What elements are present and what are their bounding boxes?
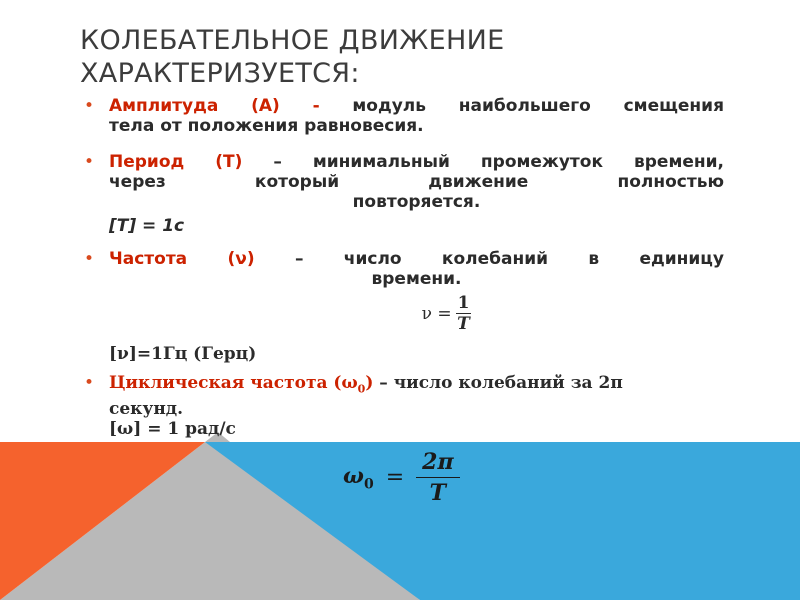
bullet-icon: • xyxy=(84,373,95,393)
period-term: Период (Т) xyxy=(109,152,243,172)
period-unit: [Т] = 1с xyxy=(109,216,185,236)
list-item-frequency xyxy=(84,249,724,364)
list-item-amplitude xyxy=(84,96,724,136)
slide-body xyxy=(84,96,724,439)
frequency-formula-fraction xyxy=(456,293,472,334)
formula-equals: = xyxy=(385,465,405,490)
frequency-definition-2: времени. xyxy=(371,269,462,289)
cyclic-term-subscript: 0 xyxy=(357,382,366,396)
formula-lhs-subscript: 0 xyxy=(363,476,374,493)
frequency-definition-1: – число колебаний в единицу xyxy=(254,249,724,269)
cyclic-term-end: ) xyxy=(365,373,374,393)
bullet-icon: • xyxy=(84,96,95,116)
frequency-formula-denominator: T xyxy=(457,314,470,334)
period-definition-3: повторяется. xyxy=(352,192,481,212)
frequency-formula-numerator: 1 xyxy=(457,293,470,313)
cyclic-definition-2: секунд. xyxy=(109,399,184,420)
formula-fraction xyxy=(416,449,459,506)
period-definition-2: через который движение полностью xyxy=(109,172,724,192)
bullet-icon: • xyxy=(84,249,95,269)
cyclic-definition-1: – число колебаний за 2π xyxy=(373,373,623,393)
frequency-line1 xyxy=(109,249,724,269)
slide-title: КОЛЕБАТЕЛЬНОЕ ДВИЖЕНИЕ ХАРАКТЕРИЗУЕТСЯ: xyxy=(80,25,505,89)
formula-lhs xyxy=(343,463,374,492)
frequency-term: Частота (ν) xyxy=(109,249,255,269)
cyclic-line1 xyxy=(109,373,724,399)
amplitude-definition-2: тела от положения равновесия. xyxy=(109,116,424,136)
cyclic-unit: [ω] = 1 рад/с xyxy=(109,419,236,440)
period-line1 xyxy=(109,152,724,172)
formula-numerator: 2π xyxy=(416,449,459,478)
list-item-period xyxy=(84,152,724,236)
formula-denominator: T xyxy=(429,480,447,506)
amplitude-term: Амплитуда (А) - xyxy=(109,96,320,116)
cyclic-term-text: Циклическая частота (ω xyxy=(109,373,358,393)
period-definition-1: – минимальный промежуток времени, xyxy=(242,152,724,172)
bullet-icon: • xyxy=(84,152,95,172)
cyclic-term xyxy=(109,373,374,396)
frequency-unit: [ν]=1Гц (Герц) xyxy=(109,344,257,364)
cyclic-frequency-formula xyxy=(343,449,460,506)
list-item-cyclic-frequency xyxy=(84,373,724,439)
amplitude-definition-1: модуль наибольшего смещения xyxy=(319,96,724,116)
frequency-formula-lhs: ν = xyxy=(421,303,452,324)
amplitude-line1 xyxy=(109,96,724,116)
formula-lhs-symbol: ω xyxy=(343,462,364,489)
frequency-formula xyxy=(169,293,724,334)
